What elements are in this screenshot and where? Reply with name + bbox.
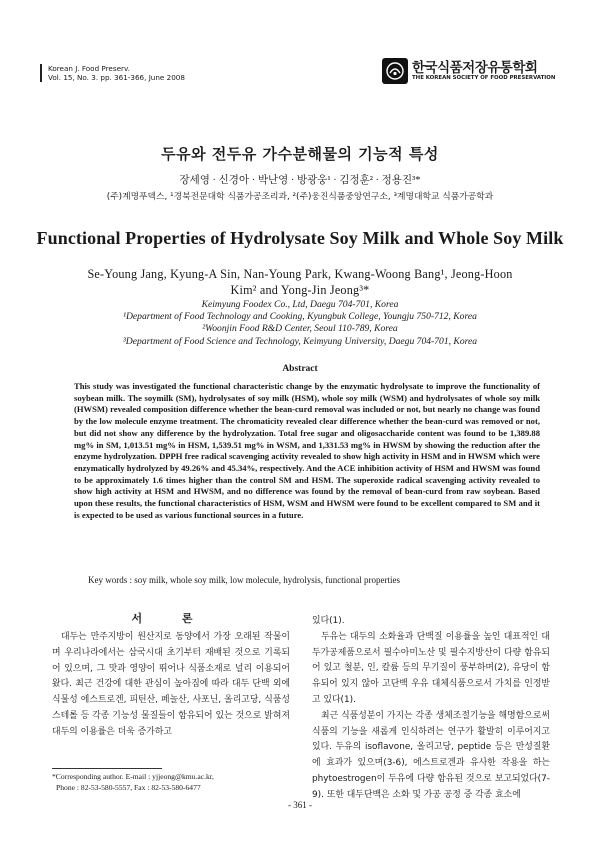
- society-name-korean: 한국식품저장유통학회: [412, 59, 538, 76]
- korean-affiliations: (주)계명푸덱스, ¹경북전문대학 식품가공조리과, ²(주)웅진식품중앙연구소, ³계명대학교 식품가공학과: [106, 192, 494, 202]
- society-name-english: THE KOREAN SOCIETY OF FOOD PRESERVATION: [412, 74, 556, 81]
- intro-heading: 서 론: [131, 612, 211, 625]
- affiliation-2: ²Woonjin Food R&D Center, Seoul 110-789, Korea: [202, 323, 398, 334]
- abstract-text: This study was investigated the functional characteristic change by the enzymatic hydrolysate to improve the functionality of soybean milk. The soymilk (SM), hydrolysates of soy milk (HSM), whole soy milk (WSM) and hydrolysates of whole soy milk (HWSM) revealed composition difference whether the bean-curd removal was included or not, but nearly no change was found by the low molecule enzyme treatment. The chromaticity revealed clear difference whether the bean-curd was removed or not, but did not show any difference by the hydrolyzation. Total free sugar and oligosaccharide content was found to be 1,389.88 mg% in SM, 1,013.51 mg% in HSM, 1,539.51 mg% in WSM, and 1,331.53 mg% in HWSM by showing the reduction after the enzyme hydrolyzation. DPPH free radical scavenging activity revealed to show high activity in HSM and in HWSM which were enzymatically hydrolyzed by 49.26% and 45.34%, respectively. And the ACE inhibition activity of HSM and HWSM was found to be approximately 1.6 times higher than the control SM and HSM. The superoxide radical scavenging activity revealed to show high activity at HSM and HWSM, and no difference was found by the removal of bean-curd from raw soybean. Based upon these results, the functional characteristics of HSM, WSM and HWSM were found to be excellent compared to SM and it is expected to be used as various functional sources in a future.: [74, 381, 540, 520]
- footnote-email: *Corresponding author. E-mail : yjjeong@kmu.ac.kr,: [52, 772, 214, 781]
- journal-citation: [40, 64, 185, 82]
- intro-paragraph: 두유는 대두의 소화율과 단백질 이용률을 높인 대표적인 대두가공제품으로서 필수아미노산 및 필수지방산이 다량 함유되어 있고 철분, 인, 칼륨 등의 무기질이 풍부하며(2), 유당이 함유되어 있지 않아 고단백 우유 대체식품으로서 가치를 인정받고 있다(1).: [312, 631, 550, 705]
- footnote-phone: Phone : 82-53-580-5557, Fax : 82-53-580-6477: [56, 783, 201, 792]
- body-column-left: [52, 630, 290, 741]
- keywords: Key words : soy milk, whole soy milk, low molecule, hydrolysis, functional properties: [88, 575, 400, 585]
- corresponding-author-footnote: [52, 771, 292, 793]
- intro-paragraph: 최근 식품성분이 가지는 각종 생체조절기능을 해명함으로써 식품의 기능을 새롭게 인식하려는 연구가 활발히 이루어지고 있다. 두유의 isoflavone, 올리고당, peptide 등은 만성질환에 효과가 있으며(3-6), 에스트로겐과 유사한 작용을 하는 phytoestrogen이 두유에 다량 함유된 것으로 보고되었다(7-9). 또한 대두단백은 소화 및 가공 공정 중 각종 효소에: [312, 710, 550, 800]
- english-authors-line-2: Kim² and Yong-Jin Jeong³*: [230, 283, 370, 297]
- english-authors-line-1: Se-Young Jang, Kyung-A Sin, Nan-Young Park, Kwang-Woong Bang¹, Jeong-Hoon: [87, 267, 513, 281]
- english-title: Functional Properties of Hydrolysate Soy Milk and Whole Soy Milk: [36, 228, 564, 248]
- journal-name: Korean J. Food Preserv.: [48, 64, 130, 73]
- footnote-divider: [52, 768, 162, 769]
- affiliation-1: ¹Department of Food Technology and Cooking, Kyungbuk College, Youngju 750-712, Korea: [123, 311, 477, 322]
- korean-title: 두유와 전두유 가수분해물의 기능적 특성: [161, 145, 439, 163]
- journal-volume: Vol. 15, No. 3. pp. 361-366, June 2008: [48, 73, 185, 82]
- affiliation-0: Keimyung Foodex Co., Ltd, Daegu 704-701, Korea: [201, 299, 399, 310]
- affiliation-3: ³Department of Food Science and Technology, Keimyung University, Daegu 704-701, Korea: [122, 336, 478, 347]
- intro-paragraph: 있다(1).: [312, 616, 345, 626]
- society-emblem-icon: [382, 58, 408, 84]
- abstract-heading: Abstract: [282, 364, 318, 374]
- page-number: - 361 -: [288, 800, 312, 810]
- korean-authors: 장세영 · 신경아 · 박난영 · 방광웅¹ · 김정훈² · 정용진³*: [179, 175, 421, 186]
- english-authors: [50, 266, 550, 298]
- society-logo: [382, 58, 558, 84]
- intro-paragraph: 대두는 만주지방이 원산지로 동양에서 가장 오래된 작물이며 우리나라에서는 삼국시대 초기부터 재배된 것으로 기록되어 있으며, 그 맛과 영양이 뛰어나 식품소재로 널리 이용되어 왔다. 최근 건강에 대한 관심이 높아짐에 따라 대두 단백 외에 식물성 에스트로겐, 피틴산, 페놀산, 사포닌, 올리고당, 식품성 스테롤 등 각종 기능성 물질들이 함유되어 있는 것으로 밝혀져 대두의 이용률은 더욱 증가하고: [52, 632, 290, 737]
- body-column-right: [312, 614, 550, 804]
